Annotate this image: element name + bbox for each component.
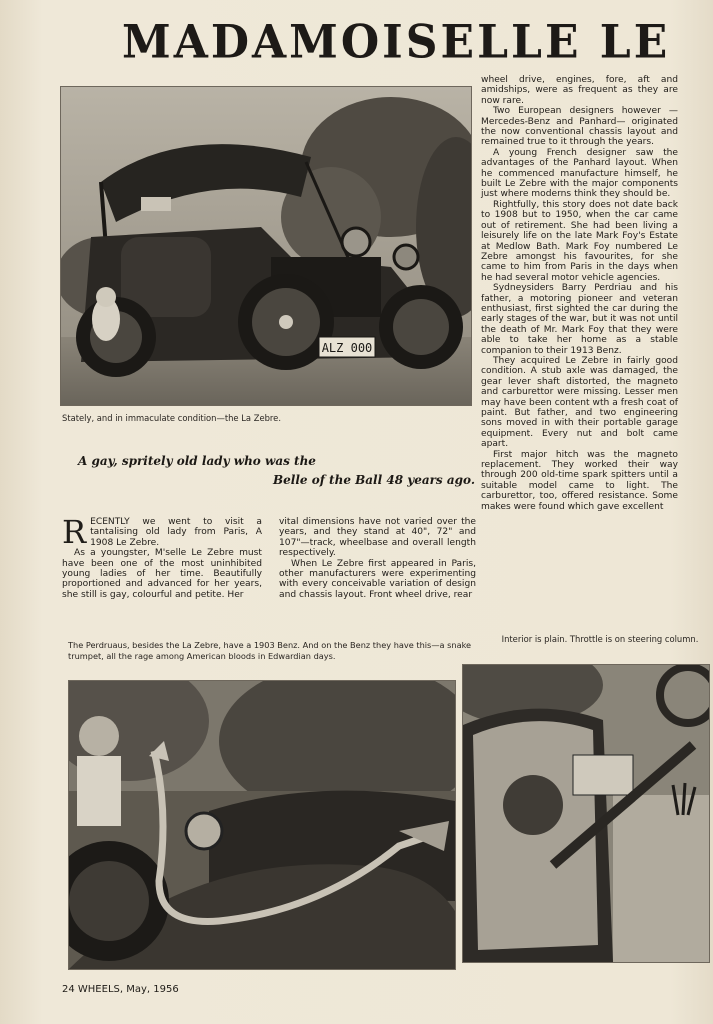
article-column-1: [62, 513, 262, 600]
col3-paragraph-6: They acquired Le Zebre in fairly good condition. A stub axle was damaged, the gear lever shaft distorted, the magneto and carburettor were missing. Lesser men may have been content wth a fresh coat of paint. But father, and two engineering sons moved in with their portable garage equipment. Every nut and bolt came apart.: [481, 355, 678, 450]
col3-paragraph-7: First major hitch was the magneto replacement. They worked their way through 200 old-time spark spitters until a suitable model came to light. The carburettor, too, offered resistance. Some makes were found which gave excellent: [481, 449, 678, 512]
col2-paragraph-2: When Le Zebre first appeared in Paris, other manufacturers were experimenting with every conceivable variation of design and chassis layout. Front wheel drive, rear: [279, 558, 476, 600]
col3-paragraph-3: A young French designer saw the advantages of the Panhard layout. When he commenced manufacture himself, he built Le Zebre with the major components just where moderns think they should be.: [481, 147, 678, 200]
article-column-3: [481, 75, 678, 512]
teaser: [70, 452, 475, 490]
col3-paragraph-1: wheel drive, engines, fore, aft and amidships, were as frequent as they are now rare.: [481, 75, 678, 106]
col2-paragraph-1: vital dimensions have not varied over the years, and they stand at 40", 72" and 107"—track, wheelbase and overall length respectively.: [279, 517, 476, 559]
col3-paragraph-2: Two European designers however —Mercedes-Benz and Panhard— originated the now conventional chassis layout and remained true to it through the years.: [481, 106, 678, 148]
photo-car: [60, 86, 472, 406]
teaser-line-2: Belle of the Ball 48 years ago.: [273, 473, 475, 487]
page-footer: 24 WHEELS, May, 1956: [62, 984, 179, 995]
article-title: MADAMOISELLE LE: [122, 15, 671, 70]
photo-interior: [462, 664, 710, 963]
caption-car: Stately, and in immaculate condition—the La Zebre.: [62, 413, 281, 423]
article-column-2: [279, 517, 476, 600]
caption-interior: Interior is plain. Throttle is on steering column.: [501, 634, 699, 644]
col1-paragraph-2: As a youngster, M'selle Le Zebre must have been one of the most uninhibited young ladies of her time. Beautifully proportioned and advanced for her years, she still is gay, colourful and petite. Her: [62, 548, 262, 600]
license-plate: ALZ 000: [321, 341, 373, 355]
caption-benz: The Perdruaus, besides the La Zebre, have a 1903 Benz. And on the Benz they have this—a snake trumpet, all the rage among American bloods in Edwardian days.: [68, 640, 472, 661]
teaser-line-1: A gay, spritely old lady who was the: [78, 454, 316, 468]
col3-paragraph-4: Rightfully, this story does not date back to 1908 but to 1950, when the car came out of retirement. She had been living a leisurely life on the late Mark Foy's Estate at Medlow Bath. Mark Foy numbered Le Zebre amongst his favourites, for she came to him from Paris in the days when he had several motor vehicle agencies.: [481, 199, 678, 283]
col3-paragraph-5: Sydneysiders Barry Perdriau and his father, a motoring pioneer and veteran enthusiast, first sighted the car during the early stages of the war, but it was not until the death of Mr. Mark Foy that they were able to take her home as a stable companion to their 1913 Benz.: [481, 283, 678, 356]
drop-cap: R: [62, 513, 87, 551]
col1-paragraph-1: ECENTLY we went to visit a tantalising old lady from Paris, A 1908 Le Zebre.: [90, 517, 262, 548]
photo-snake-trumpet: [68, 680, 456, 970]
